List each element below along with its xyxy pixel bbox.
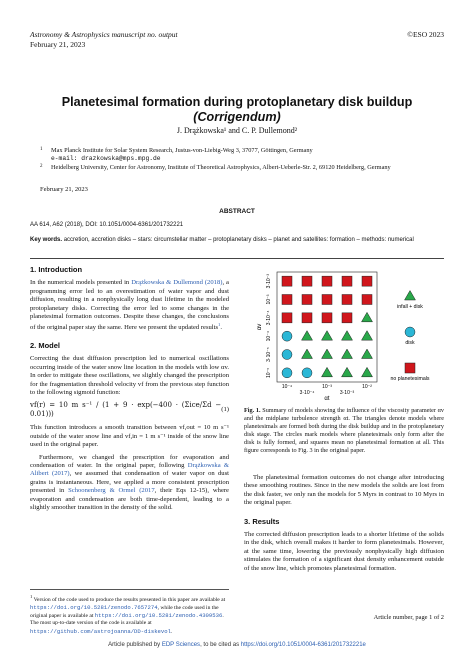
affiliation-number: 2 [40, 164, 43, 170]
affiliation-email[interactable]: e-mail: drazkowska@mps.mpg.de [51, 155, 161, 163]
publisher-link[interactable]: EDP Sciences [161, 642, 201, 648]
data-point-square [342, 313, 352, 323]
copyright: ©ESO 2023 [407, 30, 444, 39]
data-point-triangle [302, 331, 313, 341]
footnote-text: . [171, 628, 173, 635]
x-tick-label: 3·10⁻⁴ [299, 390, 315, 396]
footnote-marker[interactable]: 1 [218, 322, 221, 328]
affiliation-number: 1 [40, 147, 43, 152]
keywords-label: Key words. [30, 237, 63, 243]
section-heading-results: 3. Results [244, 516, 280, 526]
data-point-circle [282, 350, 292, 360]
doi-link[interactable]: https://doi.org/10.1051/0004-6361/201732221e [240, 642, 366, 648]
footer-text: , to be cited as [200, 642, 241, 648]
data-point-square [282, 313, 292, 323]
x-tick-label: 10⁻⁴ [281, 384, 293, 390]
model-paragraph-2: This function introduces a smooth transition between vf,out = 10 m s⁻¹ outside of the water snow line and vf,in = 1 m s⁻¹ inside of the snow line used in the original paper. [30, 424, 229, 449]
model-paragraph-1: Correcting the dust diffusion prescription led to numerical oscillations occurring inside of the water snow line location in the models with low αv. In order to mitigate these oscillations, we slightly changed the prescription for the fragmentation threshold velocity vf from the previous step function to the following sigmoid function: [30, 355, 229, 397]
data-point-square [362, 276, 372, 286]
model-text: Furthermore, we changed the prescription for evaporation and condensation of water. In the original paper, following [30, 453, 229, 469]
citation-link[interactable]: Drążkowska & Dullemond (2018) [131, 279, 223, 287]
x-axis-label: αt [324, 396, 330, 402]
footnote [30, 589, 229, 636]
plot-frame [277, 272, 377, 382]
y-tick-label: 10⁻⁵ [266, 367, 272, 378]
data-point-square [362, 295, 372, 305]
data-point-square [322, 295, 332, 305]
data-point-triangle [342, 349, 353, 359]
footnote-url[interactable]: https://github.com/astrojoanna/DD-diskevol [30, 627, 171, 635]
legend-label: no planetesimals [390, 376, 430, 382]
data-point-triangle [362, 331, 373, 341]
footnote-url[interactable]: https://doi.org/10.5281/zenodo.7657274 [30, 604, 158, 612]
y-tick-label: 10⁻³ [266, 294, 272, 305]
footnote-text: Version of the code used to produce the results presented in this paper are available at [33, 596, 226, 603]
model-grid-chart [244, 266, 444, 402]
data-point-square [302, 276, 312, 286]
x-tick-label: 10⁻³ [322, 384, 332, 390]
right-column [244, 474, 444, 577]
data-point-triangle [362, 312, 373, 322]
journal-header [30, 30, 178, 50]
footnote-text: , while the code used in the original paper is available at [30, 605, 219, 620]
right-paragraph: The planetesimal formation outcomes do not change after introducing these smoothing routines. Since in the new models the solids are lost from the disk faster, we only ran the models for 5 Myrs in contrast to 10 Myrs in the original paper. [244, 474, 444, 507]
authors: J. Drążkowska¹ and C. P. Dullemond² [176, 126, 298, 135]
data-point-circle [282, 368, 292, 378]
paper-title [30, 95, 444, 125]
intro-text: , a programming error led to an overestimation of water vapor and dust diffusion, resulting in a nonphysically long dust lifetime in the modeled protoplanetary disks. Correcting the error led to some changes in the planetesimal formation outcomes. Despite these changes, the conclusions of the original paper stay the same. Here we present the updated results [30, 279, 229, 332]
data-point-triangle [362, 349, 373, 359]
affiliations [40, 147, 444, 174]
model-text: , we assumed that condensation of water vapor on dust grains is instantaneous. Here, we applied a more consistent prescription presented in [30, 470, 230, 495]
intro-text: In the numerical models presented in [30, 279, 132, 287]
intro-text: . [220, 324, 222, 332]
journal-line: Astronomy & Astrophysics manuscript no. output [30, 30, 178, 39]
footnote-text: . The most up-to-date version of the code is available at [30, 613, 224, 627]
citation-link[interactable]: Schoonenberg & Ormel (2017 [68, 487, 155, 495]
header-date: February 21, 2023 [30, 40, 86, 49]
data-point-square [322, 313, 332, 323]
legend-marker-triangle [405, 291, 416, 301]
equation-1 [30, 401, 229, 418]
x-tick-label: 10⁻² [362, 384, 372, 390]
affiliation-2 [40, 164, 444, 172]
legend-label: disk [405, 340, 415, 346]
x-tick-label: 3·10⁻³ [339, 390, 355, 396]
title-sub: (Corrigendum) [193, 110, 281, 124]
y-tick-label: 3·10⁻⁴ [266, 310, 272, 326]
footer-text: Article published by [108, 642, 162, 648]
equation-number: (1) [221, 405, 229, 413]
data-point-circle [302, 368, 312, 378]
y-tick-label: 10⁻⁴ [266, 330, 272, 342]
abstract-heading: ABSTRACT [219, 208, 255, 215]
citation-link[interactable]: Drążkowska & Alibert (2017) [30, 461, 230, 478]
caption-label: Fig. 1. [244, 407, 261, 414]
equation-body: vf(r) = 10 m s⁻¹ / (1 + 9 · exp(−400 · (Σice/Σd − 0.01))) [30, 401, 222, 418]
data-point-triangle [342, 367, 353, 377]
intro-paragraph [30, 279, 229, 333]
keywords-text: accretion, accretion disks – stars: circumstellar matter – protoplanetary disks – planet and satellites: formation – methods: numerical [63, 237, 414, 243]
caption-text: Summary of models showing the influence of the viscosity parameter αv and the midplane turbulence strength αt. The triangles denote models where planetesimals are formed both during the disk buildup and in the protoplanetary disk stage. The circles mark models where planetesimals only form after the disk is fully formed, and squares mean no planetesimal formation at all. This figure corresponds to Fig. 3 in the original paper. [244, 407, 444, 454]
model-paragraph-3 [30, 454, 229, 513]
model-text: , their Eqs 12-15), where evaporation and condensation are both time-dependent, leading to a slightly smoother transition in the density of the solid. [30, 487, 229, 511]
publisher-footer [0, 642, 474, 648]
title-main: Planetesimal formation during protoplanetary disk buildup [61, 95, 413, 109]
original-reference: AA 614, A62 (2018), DOI: 10.1051/0004-6361/201732221 [30, 222, 184, 228]
data-point-square [342, 295, 352, 305]
data-point-circle [282, 331, 292, 341]
legend-marker-circle [405, 327, 415, 337]
y-tick-label: 3·10⁻⁵ [266, 347, 272, 362]
footnote-number: 1 [30, 594, 33, 599]
data-point-triangle [302, 349, 313, 359]
article-number: Article number, page 1 of 2 [373, 614, 444, 621]
data-point-square [282, 276, 292, 286]
y-axis-label: αv [257, 323, 263, 331]
left-column [30, 266, 229, 516]
section-heading-model: 2. Model [30, 341, 61, 351]
results-paragraph: The corrected diffusion prescription leads to a shorter lifetime of the solids in the disk, which overall makes it harder to form planetesimals. However, at the same time, lowering the previously nonphysically high diffusion stimulates the formation of a significant dust density enhancement outside of the snow line, which promotes planetesimal formation. [244, 531, 444, 572]
footnote-url[interactable]: https://doi.org/10.5281/zenodo.4309536 [94, 612, 223, 620]
affiliation-text: Max Planck Institute for Solar System Research, Justus-von-Liebig-Weg 3, 37077, Göttingen, Germany [51, 147, 313, 154]
data-point-triangle [322, 331, 333, 341]
data-point-square [282, 295, 292, 305]
section-heading-introduction: 1. Introduction [30, 265, 83, 274]
data-point-square [342, 276, 352, 286]
data-point-square [322, 276, 332, 286]
data-point-triangle [322, 367, 333, 377]
legend-label: infall + disk [397, 304, 423, 310]
received-date: February 21, 2023 [40, 186, 88, 193]
data-point-square [302, 313, 312, 323]
data-point-triangle [322, 349, 333, 359]
data-point-triangle [362, 367, 373, 377]
y-tick-label: 3·10⁻³ [266, 274, 272, 289]
legend-marker-square [405, 363, 415, 373]
figure-1 [244, 266, 444, 402]
abstract-divider [30, 258, 444, 259]
figure-caption [244, 407, 444, 455]
affiliation-1 [40, 147, 444, 163]
data-point-triangle [342, 331, 353, 341]
data-point-square [302, 295, 312, 305]
keywords [30, 236, 444, 244]
affiliation-text: Heidelberg University, Center for Astronomy, Institute of Theoretical Astrophysics, Albert-Ueberle-Str. 2, 69120 Heidelberg, Germany [51, 164, 391, 172]
